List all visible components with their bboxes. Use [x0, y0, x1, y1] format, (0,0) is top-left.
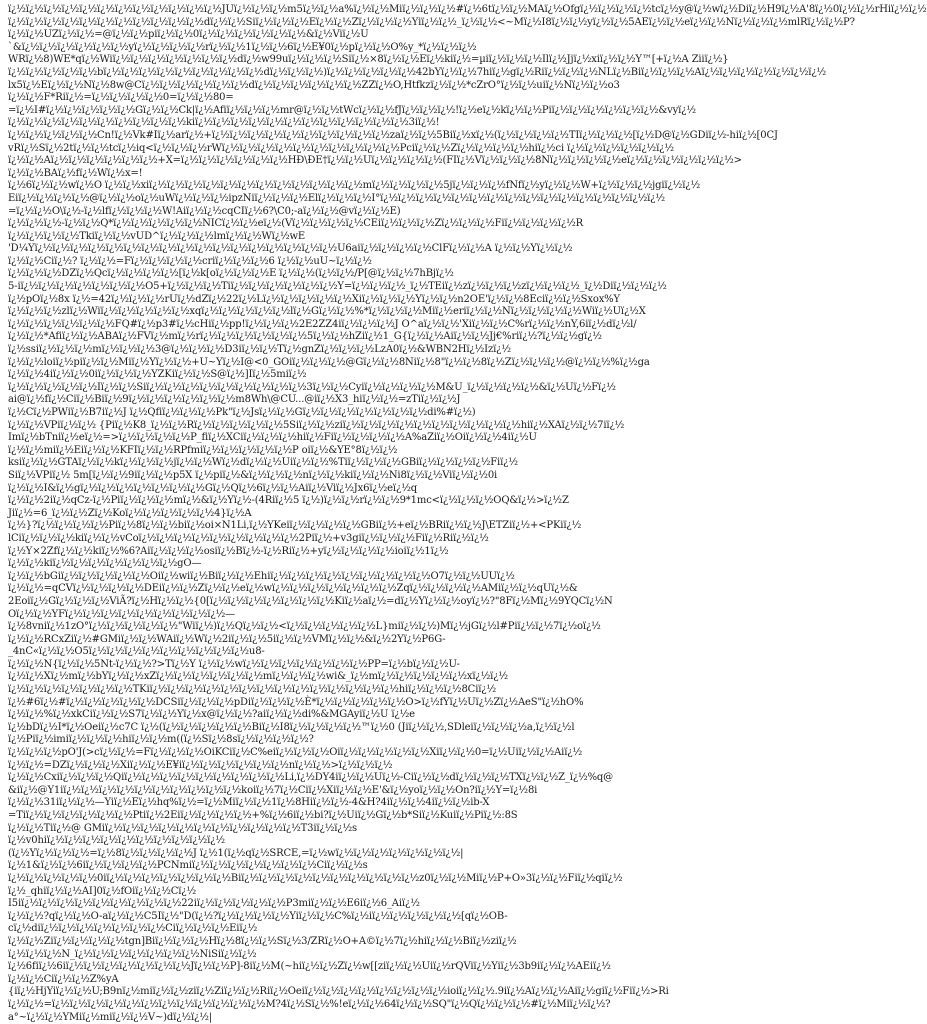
text-line: ï¿½ï¿½ï¿½ï¿½Tkiï¿½ï¿½vUD^ï¿½ï¿½ï¿½lmï¿½ï¿½Wï¿½wE [8, 230, 306, 242]
text-line: =Tiï¿½ï¿½ï¿½ï¿½ï¿½ï¿½Ptiï¿½2Eiï¿½ï¿½ï¿½ï¿½+%ï¿½6iï¿½bi?ï¿½Uiï¿½Gï¿½b*Siï¿½Kuiï¿½Piï¿½:8S [8, 810, 518, 821]
text-line: ï¿½ï¿½ï¿½ï¿½ï¿½ï¿½ï¿½TKiï¿½ï¿½ï¿½ï¿½ï¿½ï¿½ï¿½ï¿½ï¿½ï¿½ï¿½ï¿½ï¿½ï¿½hiï¿½ï¿½ï¿½8Ciï¿½ [8, 684, 497, 696]
text-line: WRï¿½8)WE*qï¿½Wiï¿½ï¿½ï¿½ï¿½ï¿½ï¿½ï¿½dï¿½w99uï¿½ï¿½ï¿½Siï¿½×8ï¿½ï¿½Eï¿½kiï¿½=µiï¿½ï¿½ï¿½Ilï¿½Jjï¿½xiï¿½ï¿½Y™[+ï¿½A Ziiï¿½} [8, 54, 729, 66]
text-line: ï¿½#6ï¿½#ï¿½ï¿½ï¿½ï¿½ï¿½DCSiï¿½ï¿½ï¿½pDiï¿½ï¿½ï¿½È*ï¿½ï¿½ï¿½ï¿½ï¿½O>ï¿½fYï¿½Uï¿½Zï¿½AeS"ï¿½hO% [8, 696, 584, 708]
text-line: ï¿½ï¿½ï¿½-ï¿½ï¿½Q*ï¿½ï¿½ï¿½ï¿½ï¿½NICï¿½ï¿½eï¿½(Vï¿½ï¿½ï¿½ï¿½CEiï¿½ï¿½ï¿½Zï¿½ï¿½ï¿½Fiï¿½ï¿½ï¿½ï¿½R [8, 218, 583, 230]
text-line: (ï¿½Yï¿½ï¿½ï¿½=ï¿½8ï¿½ï¿½ï¿½ï¿½J ï¿½1(ï¿½qï¿½SRCE,=ï¿½wï¿½ï¿½ï¿½ï¿½ï¿½ï¿½ï¿½| [8, 847, 464, 859]
text-line: ï¿½Y×2Zfï¿½ï¿½kiï¿½%6?Aiï¿½ï¿½ï¿½osiï¿½Bï¿½-ï¿½Riï¿½+yï¿½ï¿½ï¿½ï¿½ioiï¿½1ï¿½ [8, 545, 449, 557]
text-line: ï¿½v0hiï¿½ï¿½ï¿½ï¿½ï¿½ï¿½ï¿½ï¿½ï¿½ï¿½ [8, 835, 225, 847]
text-line: a°~ï¿½ï¿½YMiï¿½miï¿½ï¿½V~)dï¿½ï¿½| [8, 1011, 212, 1023]
text-line: `&ï¿½ï¿½ï¿½ï¿½ï¿½ï¿½yï¿½ï¿½ï¿½ï¿½rï¿½ï¿½1ï¿½ï¿½6ï¿½E¥0ï¿½pï¿½ï¿½O%y_*ï¿½ï¿½ï¿½ [8, 41, 477, 53]
text-line: ï¿½ï¿½loiï¿½piï¿½ï¿½Miï¿½Yï¿½ï¿½+U~Yï¿½I@<0_GOiï¿½ï¿½ï¿½@Gï¿½ï¿½8Niï¿½8"ï¿½ï¿½8ï¿½Zï¿½ï¿½ï¿½@ï¿½ï¿½%ï¿½ga [8, 356, 650, 368]
text-line: &iï¿½@Y1iï¿½ï¿½ï¿½ï¿½ï¿½ï¿½ï¿½ï¿½ï¿½ï¿½koiï¿½7ï¿½Ciï¿½Xiï¿½ï¿½E'&ï¿½yoï¿½ï¿½On?iï¿½Y=ï¿½8i [8, 784, 538, 796]
text-line: _4nC«ï¿½ï¿½O5ï¿½ï¿½ï¿½ï¿½ï¿½ï¿½ï¿½ï¿½ï¿½u8- [8, 646, 265, 658]
text-line: ï¿½ï¿½RCxZiï¿½#GMiï¿½ï¿½WAiï¿½Wï¿½2iï¿½ï¿½5iï¿½ï¿½VMï¿½ï¿½&ï¿½2Yï¿½P6G- [8, 633, 446, 645]
text-line: ï¿½ï¿½Aï¿½ï¿½ï¿½ï¿½ï¿½ï¿½+X=ï¿½ï¿½ï¿½ï¿½ï¿½ï¿½HÐ\ÐE†ï¿½ï¿½Uï¿½ï¿½ï¿½ï¿½(FIï¿½Vï¿½ï¿½ï¿½8Nï¿½ï¿½ï¿½ï¿½eï¿½ï¿½ï¿½ï¿½ï¿½ï¿½> [8, 155, 742, 167]
text-line: ï¿½ï¿½ï¿½ï¿½ï¿½bï¿½ï¿½ï¿½ï¿½ï¿½ï¿½ï¿½ï¿½ï¿½dï¿½ï¿½ï¿½)ï¿½ï¿½ï¿½ï¿½ï¿½42bYï¿½ï¿½7hiï¿½gï¿½Riï¿½ï¿½ï¿½NLï¿½Biï¿½ï¿½ï¿½Aï¿½ï¿½ï¿½ï¿½ï¿½ï¿½ï¿½ [8, 66, 827, 78]
text-line: ï¿½ï¿½Ciï¿½ï¿½Z%yA [8, 973, 119, 985]
text-line: ï¿½ï¿½ï¿½zlï¿½Wiï¿½ï¿½ï¿½ï¿½ï¿½xqï¿½ï¿½ï¿½ï¿½ï¿½lï¿½Gï¿½ï¿½%*ï¿½ï¿½ï¿½Miï¿½eriï¿½ï¿½Nï¿½ï¿½ï¿½ï¿½Wiï¿½Uï¿½X [8, 306, 646, 318]
text-line: ï¿½ï¿½Ciï¿½? ï¿½ï¿½=Fï¿½ï¿½ï¿½ï¿½criï¿½ï¿½ï¿½6 ï¿½ï¿½uU~ï¿½ï¿½ [8, 255, 372, 267]
text-line: Imï¿½bTniï¿½eï¿½=>ï¿½ï¿½ï¿½ï¿½P_fiï¿½XCiï¿½ï¿½ï¿½hiï¿½Fiï¿½ï¿½ï¿½ï¿½A%aZiï¿½Oiï¿½ï¿½4iï¿½U [8, 432, 537, 444]
text-line: ï¿½ï¿½Ziï¿½ï¿½ï¿½ï¿½tgn]Biï¿½ï¿½ï¿½Hï¿½8ï¿½ï¿½Sï¿½3/ZRï¿½O+A©ï¿½7ï¿½hiï¿½ï¿½Biï¿½ziï¿½ [8, 935, 517, 947]
text-line: ï¿½6ï¿½ï¿½wï¿½O ï¿½ï¿½xiï¿½ï¿½ï¿½ï¿½ï¿½ï¿½ï¿½ï¿½ï¿½ï¿½ï¿½ï¿½mï¿½ï¿½ï¿½ï¿½5jï¿½ï¿½ï¿½fNfï¿½yï¿½ï¿½W+ï¿½ï¿½ï¿½jgiï¿½ï¿½ [8, 180, 701, 192]
text-line: ï¿½ï¿½Xï¿½mï¿½bYï¿½ï¿½xZï¿½ï¿½ï¿½ï¿½ï¿½ï¿½mï¿½ï¿½ï¿½wi&_ï¿½mï¿½ï¿½ï¿½ï¿½ï¿½xï¿½ï¿½ [8, 671, 508, 683]
text-line: ï¿½ï¿½ï¿½ï¿½ï¿½ï¿½ï¿½ï¿½ï¿½ï¿½ï¿½dï¿½ï¿½Siï¿½ï¿½ï¿½Eï¿½ï¿½Zï¿½ï¿½ï¿½Yiï¿½ï¿½_ï¿½ï¿½<~Mï¿½I8ï¿½ï¿½yï¿½ï¿½5AEï¿½ï¿½eï¿½ï¿½Nï¿½ï¿½ï¿½mlRï¿½ï¿½P? [8, 16, 855, 28]
text-line: {iï¿½HjYiï¿½ï¿½U;B9nï¿½miï¿½ï¿½ziï¿½Ziï¿½ï¿½Riï¿½Oeiï¿½ï¿½ï¿½ï¿½ï¿½ï¿½ï¿½ï¿½ioiï¿½ï¿½.9iï¿½Aï¿½ï¿½Aiï¿½giï¿½Fiï¿½>Ri [8, 986, 669, 998]
text-line: ï¿½6fiï¿½6iï¿½ï¿½ï¿½ï¿½ï¿½ï¿½ï¿½Jï¿½ï¿½P]-8iï¿½M(~hiï¿½ï¿½Zï¿½w[[ziï¿½ï¿½Uiï¿½rQViï¿½Yiï¿½3b9iï¿½ï¿½AEiï¿½ [8, 961, 611, 973]
text-line: ï¿½ï¿½ï¿½N_ï¿½ï¿½ï¿½ï¿½ï¿½ï¿½ï¿½NiSiï¿½ï¿½ [8, 948, 257, 960]
text-line: lCiï¿½ï¿½ï¿½kiï¿½ï¿½vCoï¿½ï¿½ï¿½ï¿½ï¿½ï¿½ï¿½ï¿½ï¿½2Piï¿½+v3giï¿½ï¿½ï¿½Fiï¿½Riï¿½ï¿½ [8, 532, 489, 544]
text-line: Jiï¿½=6_ï¿½ï¿½Zï¿½Koï¿½ï¿½ï¿½ï¿½ï¿½4}ï¿½A [8, 507, 252, 519]
text-line: ï¿½ï¿½31iï¿½ï¿½—Yiï¿½Eï¿½hq%ï¿½=ï¿½Miï¿½ï¿½1ï¿½8Hiï¿½ï¿½-4&H?4iï¿½ï¿½4iï¿½ï¿½ib-X [8, 797, 490, 809]
text-line: ï¿½1&ï¿½ï¿½6iï¿½ï¿½ï¿½ï¿½PCNmiï¿½ï¿½ï¿½ï¿½ï¿½ï¿½ï¿½Ciï¿½ï¿½s [8, 860, 368, 872]
text-line: ï¿½ï¿½VPiï¿½ï¿½ {Piï¿½K8_ï¿½ï¿½Rï¿½ï¿½ï¿½ï¿½ï¿½5Siï¿½ï¿½ziï¿½ï¿½ï¿½ï¿½ï¿½ï¿½ï¿½ï¿½ï¿½ï¿½hiï¿½XAï¿½ï¿½7iï¿½ [8, 419, 625, 431]
text-line: ï¿½ï¿½=DZï¿½ï¿½ï¿½Xiï¿½ï¿½E¥iï¿½ï¿½ï¿½ï¿½ï¿½ï¿½nï¿½ï¿½>ï¿½ï¿½ï¿½ [8, 759, 393, 771]
text-line: cï¿½diï¿½ï¿½ï¿½ï¿½ï¿½ï¿½ï¿½Ciï¿½ï¿½ï¿½Eiï¿½ [8, 923, 258, 935]
text-line: ï¿½ï¿½%ï¿½xkCiï¿½ï¿½S7ï¿½ï¿½Yï¿½x@ï¿½ï¿½?aiï¿½ï¿½di%&MGAyiï¿½U ï¿½e [8, 709, 415, 721]
text-line: ï¿½ï¿½miï¿½Eiï¿½ï¿½KFIï¿½ï¿½RPfmiï¿½ï¿½ï¿½ï¿½ï¿½P oiï¿½&YE°8ï¿½ï¿½ [8, 444, 398, 456]
text-line: ï¿½ï¿½UZï¿½ï¿½=@ï¿½ï¿½piï¿½ï¿½0ï¿½ï¿½ï¿½ï¿½ï¿½ï¿½&ï¿½Viï¿½U [8, 29, 369, 41]
text-line: lx5ï¿½Eï¿½ï¿½Nï¿½8w@Cï¿½ï¿½ï¿½ï¿½ï¿½ï¿½dï¿½ï¿½ï¿½ï¿½ï¿½ï¿½ZZï¿½O,Htfkzï¿½ï¿½*cZrO°ï¿½ï¿½uiï¿½Nï¿½ï¿½o3 [8, 79, 620, 91]
text-line: Siï¿½VPiï¿½ 5m[ï¿½ï¿½9iï¿½ï¿½p5X ï¿½piï¿½&ï¿½ï¿½ï¿½nï¿½ï¿½kiï¿½ï¿½Ni8ï¿½ï¿½Viï¿½ï¿½0i [8, 469, 498, 481]
text-line: =ï¿½ï¿½O\ï¿½-ï¿½lfï¿½ï¿½ï¿½W!Aiï¿½ï¿½cqCIï¿½6?\C0;-aï¿½ï¿½@vï¿½ï¿½E) [8, 205, 401, 217]
text-line: ï¿½ï¿½=ï¿½ï¿½ï¿½ï¿½ï¿½ï¿½ï¿½ï¿½ï¿½ï¿½ï¿½ï¿½M?4ï¿½Sï¿½%!eï¿½ï¿½64ï¿½ï¿½SQ"ï¿½Qï¿½ï¿½ï¿½#ï¿½Miï¿½ï¿½? [8, 998, 611, 1010]
text-line: ï¿½ï¿½2iï¿½qCz-ï¿½Piï¿½ï¿½ï¿½mï¿½&ï¿½Yï¿½-(4Riï¿½5 ï¿½)ï¿½ï¿½rï¿½ï¿½9*1mc<ï¿½ï¿½ï¿½OQ&ï¿½>ï¿½Z [8, 495, 569, 507]
text-line: 'D¼Yï¿½ï¿½ï¿½ï¿½ï¿½ï¿½ï¿½ï¿½ï¿½ï¿½ï¿½ï¿½ï¿½ï¿½ï¿½ï¿½ï¿½U6aiï¿½ï¿½ï¿½ï¿½ClFï¿½ï¿½A ï¿½ï¿½Yï¿½ï¿½ [8, 243, 573, 255]
text-line: ï¿½pOï¿½8x ï¿½=42ï¿½ï¿½ï¿½rUï¿½dZï¿½22ï¿½Lï¿½ï¿½ï¿½ï¿½ï¿½Xiï¿½ï¿½ï¿½Yï¿½ï¿½n2OE'ï¿½ï¿½8Eciï¿½ï¿½Sxox%Y [8, 293, 620, 305]
text-line: ï¿½ï¿½ï¿½ï¿½ï¿½Iï¿½ï¿½Siï¿½ï¿½ï¿½ï¿½ï¿½ï¿½ï¿½ï¿½ï¿½3ï¿½ï¿½Cyiï¿½ï¿½ï¿½ï¿½M&U_ï¿½ï¿½ï¿½ï¿½&ï¿½Uï¿½Fï¿½ [8, 381, 616, 393]
text-line: =ï¿½I#ï¿½ï¿½ï¿½ï¿½ï¿½Gï¿½ï¿½Ck|ï¿½Afiï¿½ï¿½ï¿½mr@ï¿½ï¿½tWcï¿½ï¿½fJï¿½ï¿½ï¿½!ï¿½eï¿½kï¿½ï¿½Piï¿½ï¿½ï¿½ï¿½ï¿½ï¿½&vyï¿½ [8, 104, 696, 116]
text-line: Eiï¿½ï¿½ï¿½ï¿½@ï¿½ï¿½oï¿½uWï¿½ï¿½ï¿½ipzNiï¿½ï¿½ï¿½Elï¿½ï¿½ï¿½I°ï¿½ï¿½ï¿½ï¿½ï¿½ï¿½ï¿½ï¿½ï¿½ï¿½ï¿½ï¿½ï¿½ï¿½ï¿½ï¿½ [8, 192, 665, 204]
text-line: Oï¿½ï¿½YFï¿½ï¿½ï¿½ï¿½ï¿½ï¿½ï¿½ï¿½ï¿½— [8, 608, 235, 620]
text-line: ï¿½}?ï¿½ï¿½ï¿½ï¿½Piï¿½8ï¿½ï¿½biï¿½oi×N1Li,ï¿½YKeiï¿½ï¿½ï¿½ï¿½GBiï¿½+eï¿½BRiï¿½ï¿½J\ETZiï¿½+<PKiï¿½ [8, 520, 582, 532]
text-line: ksiï¿½ï¿½GTAï¿½ï¿½kï¿½ï¿½ï¿½jï¿½ï¿½Wï¿½dï¿½ï¿½Uiï¿½ï¿½%Tiï¿½ï¿½ï¿½GBiï¿½ï¿½ï¿½ï¿½Fiï¿½ [8, 457, 518, 469]
text-line: ï¿½ï¿½bGiï¿½ï¿½ï¿½ï¿½ï¿½Oiï¿½wiï¿½Biï¿½ï¿½Ehiï¿½ï¿½ï¿½ï¿½ï¿½ï¿½ï¿½ï¿½ï¿½O7ï¿½ï¿½UUï¿½ [8, 570, 515, 582]
text-line: ï¿½ï¿½?qï¿½ï¿½O-aï¿½ï¿½C5Iï¿½"D(ï¿½?ï¿½ï¿½ï¿½ï¿½Yiï¿½ï¿½C%ï¿½iï¿½ï¿½ï¿½ï¿½ï¿½[qï¿½OB- [8, 910, 508, 922]
text-line: ï¿½ï¿½ï¿½ï¿½ï¿½0iï¿½ï¿½ï¿½ï¿½ï¿½ï¿½ï¿½Biï¿½ï¿½ï¿½ï¿½ï¿½ï¿½ï¿½ï¿½ï¿½ï¿½z0ï¿½ï¿½Miï¿½P+O»3ï¿½ï¿½Fiï¿½qiï¿½ [8, 872, 623, 884]
text-line: ï¿½ï¿½*Afiï¿½ï¿½ABAï¿½FVï¿½mï¿½rï¿½ï¿½ï¿½ï¿½ï¿½ï¿½5ï¿½ï¿½hZiï¿½1_G{ï¿½ï¿½Aiï¿½ï¿½Jj€%riï¿½?ï¿½ï¿½gï¿½ [8, 331, 602, 343]
text-line: ï¿½Piï¿½imiï¿½ï¿½ï¿½hiï¿½ï¿½m((ï¿½Sï¿½8sï¿½ï¿½ï¿½ï¿½? [8, 734, 314, 746]
text-line: ï¿½ï¿½ï¿½ï¿½ï¿½ï¿½FQ#ï¿½p3#ï¿½cHiï¿½pp!ï¿½ï¿½ï¿½2E2ZZ4iï¿½ï¿½ï¿½J O^aï¿½ï¿½'Xiï¿½ï¿½C%rï¿½ï¿½nY,6iï¿½dï¿½l/ [8, 318, 637, 330]
text-line: 5-iï¿½ï¿½ï¿½ï¿½ï¿½ï¿½ï¿½O5+ï¿½ï¿½ï¿½Tiï¿½ï¿½ï¿½ï¿½ï¿½ï¿½Y=ï¿½ï¿½ï¿½_ï¿½TEiï¿½zï¿½ï¿½ï¿½zï¿½ï¿½ï¿½_ï¿½Diï¿½ï¿½ï¿½ [8, 281, 667, 293]
text-line: ï¿½ï¿½ï¿½pO'J(>cï¿½ï¿½=Fï¿½ï¿½ï¿½OiKCiï¿½C%eiï¿½ï¿½ï¿½Oiï¿½ï¿½ï¿½ï¿½ï¿½Xiï¿½ï¿½0=ï¿½Uiï¿½ï¿½Aiï¿½ [8, 747, 583, 759]
text-line: ï¿½ï¿½kiï¿½ï¿½ï¿½ï¿½ï¿½ï¿½ï¿½gO— [8, 558, 202, 570]
text-line: ï¿½_qhiï¿½ï¿½AI]0ï¿½fOiï¿½ï¿½Cï¿½ [8, 885, 197, 897]
text-line: ï¿½ï¿½F*Riï¿½=ï¿½ï¿½ï¿½ï¿½0=ï¿½ï¿½80= [8, 92, 234, 104]
text-line: ï¿½ï¿½ï¿½ï¿½ï¿½Cn!ï¿½Vk#Iï¿½arï¿½+ï¿½ï¿½ï¿½ï¿½ï¿½ï¿½ï¿½ï¿½ï¿½ï¿½zaï¿½ï¿½5Biï¿½xï¿½(ï¿½ï¿½ï¿½ï¿½TIï¿½ï¿½ï¿½[ï¿½D@ï¿½GDiï¿½-hiï¿½[0CJ [8, 129, 778, 141]
text-line: ï¿½ssiï¿½ï¿½ï¿½mï¿½ï¿½ï¿½3@ï¿½ï¿½ï¿½D3iï¿½ï¿½Tï¿½gnZï¿½ï¿½ï¿½LzA0ï¿½&WBN2Hï¿½Izï¿½ [8, 344, 511, 356]
text-line: ï¿½ï¿½ï¿½DZï¿½Qcï¿½ï¿½ï¿½ï¿½[ï¿½k[oï¿½ï¿½ï¿½E ï¿½ï¿½(ï¿½ï¿½/P[@ï¿½ï¿½7hBjï¿½ [8, 268, 454, 280]
text-line: I5iï¿½ï¿½ï¿½ï¿½ï¿½ï¿½ï¿½ï¿½ï¿½22iï¿½ï¿½ï¿½ï¿½ï¿½P3miï¿½ï¿½E6iï¿½6_Aiï¿½ [8, 898, 420, 910]
text-line: ï¿½ï¿½=qCVï¿½ï¿½ï¿½ï¿½DEiï¿½ï¿½Zï¿½ï¿½eï¿½wï¿½ï¿½ï¿½ï¿½ï¿½ï¿½ï¿½Zqï¿½ï¿½ï¿½ï¿½AMiï¿½ï¿½qUï¿½& [8, 583, 578, 595]
text-line: ï¿½ï¿½N{ï¿½ï¿½5Nt-ï¿½ï¿½?>Tï¿½Y ï¿½ï¿½wï¿½ï¿½ï¿½ï¿½ï¿½ï¿½ï¿½PP=ï¿½bï¿½ï¿½U- [8, 658, 460, 670]
text-line: ai@ï¿½fï¿½Ciï¿½Biï¿½9ï¿½ï¿½ï¿½ï¿½ï¿½ï¿½m8Wh\@CU...@iï¿½X3_hiï¿½ï¿½=zTiï¿½ï¿½J [8, 394, 461, 406]
garbled-text-block [8, 4, 927, 1023]
text-line: ï¿½ï¿½ï¿½ï¿½ï¿½ï¿½ï¿½ï¿½ï¿½ï¿½ï¿½ï¿½JUï¿½ï¿½ï¿½m5ï¿½ï¿½a%ï¿½ï¿½Miï¿½ï¿½ï¿½#ï¿½6tï¿½ï¿½MAï¿½Ofgï¿½ï¿½ï¿½ï¿½tcï¿½y@ï¿½wï¿½Diï¿½H9ï¿½A'8ï¿½0ï¿½ï¿½rHiï¿½ï¿½ [8, 4, 927, 15]
text-line: ï¿½ï¿½ï¿½ï¿½ï¿½ï¿½ï¿½ï¿½ï¿½ï¿½kiï¿½ï¿½ï¿½ï¿½ï¿½ï¿½ï¿½ï¿½ï¿½ï¿½ï¿½ï¿½3iï¿½! [8, 117, 440, 129]
text-line: ï¿½8vniï¿½1zO°ï¿½ï¿½ï¿½ï¿½ï¿½"Wiï¿½)ï¿½Qï¿½ï¿½<ï¿½ï¿½ï¿½ï¿½ï¿½L}miï¿½ï¿½)Mï¿½jGï¿½l#Piï¿½ï¿½7ï¿½oï¿½ [8, 621, 601, 633]
text-line: vRï¿½Sï¿½2tï¿½ï¿½tcï¿½iq<ï¿½ï¿½ï¿½rWï¿½ï¿½ï¿½ï¿½ï¿½ï¿½ï¿½ï¿½ï¿½ï¿½Pciï¿½ï¿½Zï¿½ï¿½ï¿½ï¿½hiï¿½ci ï¿½ï¿½ï¿½ï¿½ï¿½ï¿½ [8, 142, 674, 154]
text-line: ï¿½ï¿½BAï¿½fï¿½Wï¿½x=! [8, 167, 143, 179]
text-line: 2Eoiï¿½Gï¿½ï¿½ï¿½ViÃ?ï¿½Hï¿½ï¿½{0[ï¿½ï¿½ï¿½ï¿½ï¿½ï¿½ï¿½Kiï¿½aï¿½=dï¿½Yï¿½ï¿½oyï¿½?"8Fï¿½Mï¿½9YQCï¿½N [8, 595, 613, 607]
text-line: ï¿½Cï¿½PWiï¿½B7iï¿½J ï¿½Qfiï¿½ï¿½ï¿½Pk"ï¿½Jsï¿½ï¿½Gï¿½ï¿½ï¿½ï¿½ï¿½ï¿½ï¿½di%#ï¿½) [8, 407, 476, 418]
text-line: ï¿½ï¿½Tiï¿½@ GMiï¿½ï¿½ï¿½ï¿½ï¿½ï¿½ï¿½ï¿½ï¿½ï¿½ï¿½T3iï¿½ï¿½s [8, 822, 358, 834]
text-line: ï¿½ï¿½Cxiï¿½ï¿½ï¿½Qiï¿½ï¿½ï¿½ï¿½ï¿½ï¿½ï¿½ï¿½ï¿½Li,ï¿½DY4iï¿½ï¿½Uï¿½-Ciï¿½ï¿½dï¿½ï¿½ï¿½TXï¿½ï¿½Z_ï¿½%q@ [8, 772, 614, 784]
text-line: ï¿½ï¿½I&ï¿½gï¿½ï¿½ï¿½ï¿½ï¿½ï¿½ï¿½Gï¿½Qï¿½6ï¿½ï¿½Aiï¿½Viï¿½Jx6ï¿½eï¿½q [8, 482, 417, 494]
text-line: ï¿½bDï¿½I*ï¿½Oeiï¿½c7C ï¿½(ï¿½ï¿½ï¿½ï¿½ï¿½Biï¿½I8ï¿½ï¿½ï¿½ï¿½™ï¿½0 (Jiï¿½ï¿½,SDleiï¿½ï¿½ï¿½a,ï¿½ï¿½l [8, 721, 575, 733]
text-line: ï¿½ï¿½4iï¿½ï¿½0iï¿½ï¿½ï¿½YZKiï¿½ï¿½S@ï¿½]Iï¿½5miï¿½ [8, 369, 307, 381]
